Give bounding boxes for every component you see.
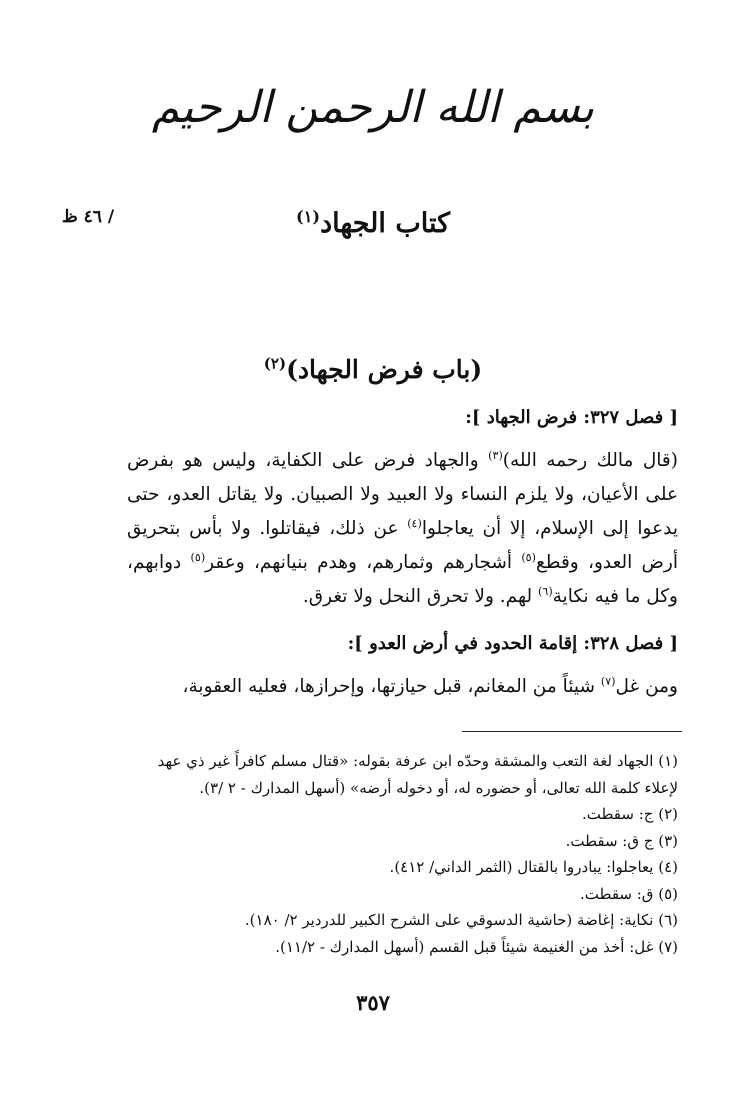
footnote-marker: (٣) bbox=[488, 448, 503, 462]
book-title bbox=[0, 208, 746, 239]
section-heading-328: [ فصل ٣٢٨: إقامة الحدود في أرض العدو ]: bbox=[347, 633, 678, 654]
footnote-7: (٧) غل: أخذ من الغنيمة شيئاً قبل القسم (أسهل المدارك - ١١/٢). bbox=[275, 937, 678, 956]
page-number: ٣٥٧ bbox=[356, 990, 390, 1015]
paragraph-text: والجهاد فرض على الكفاية، وليس هو بفرض على الأعيان، ولا يلزم النساء ولا العبيد ولا الصبيان. ولا يقاتل العدو، حتى يدعوا إلى الإسلام، إلا أن يعاجلوا bbox=[127, 450, 679, 539]
chapter-title bbox=[0, 355, 746, 384]
footnote-3: (٣) ج ق: سقطت. bbox=[565, 831, 678, 850]
paragraph-text: شيئاً من المغانم، قبل حيازتها، وإحرازها، فعليه العقوبة، bbox=[182, 676, 601, 697]
book-title-text: كتاب الجهاد bbox=[320, 208, 450, 239]
footnote-marker: (٢) bbox=[263, 354, 287, 373]
footnote-1: (١) الجهاد لغة التعب والمشقة وحدّه ابن عرفة بقوله: «قتال مسلم كافراً غير ذي عهد bbox=[157, 752, 678, 770]
paragraph-text: عن ذلك، فيقاتلوا. ولا بأس بتحريق أرض العدو، وقطع bbox=[127, 518, 678, 573]
footnote-marker: (٥) bbox=[521, 550, 536, 564]
footnote-marker: (٦) bbox=[538, 584, 553, 598]
footnote-divider bbox=[462, 731, 682, 732]
footnotes-list bbox=[68, 748, 678, 960]
footnote-2: (٢) ج: سقطت. bbox=[581, 805, 678, 823]
chapter-title-text: (باب فرض الجهاد) bbox=[286, 355, 483, 384]
paragraph-text: لهم. ولا تحرق النحل ولا تغرق. bbox=[302, 586, 539, 607]
basmala-calligraphy bbox=[0, 82, 746, 133]
basmala-text: بسم الله الرحمن الرحيم bbox=[151, 82, 595, 133]
paragraph-text: (قال مالك رحمه الله) bbox=[502, 450, 678, 471]
paragraph-text: أشجارهم وثمارهم، وهدم بنيانهم، وعقر bbox=[205, 552, 522, 573]
paragraph-text: ومن غل bbox=[615, 676, 678, 697]
section-heading-327: [ فصل ٣٢٧: فرض الجهاد ]: bbox=[465, 407, 678, 428]
section-paragraph-327 bbox=[127, 444, 678, 614]
footnote-marker: (٤) bbox=[407, 516, 422, 530]
footnote-marker: (٥) bbox=[190, 550, 206, 564]
folio-reference: / ٤٦ ظ bbox=[62, 207, 115, 227]
paragraph-text: دوابهم، وكل ما فيه نكاية bbox=[127, 552, 678, 607]
footnote-4: (٤) يعاجلوا: يبادروا بالقتال (الثمر الداني/ ٤١٢). bbox=[389, 858, 678, 876]
footnote-marker: (٧) bbox=[600, 674, 616, 688]
section-paragraph-328 bbox=[127, 670, 678, 704]
footnote-1-continuation: لإعلاء كلمة الله تعالى، أو حضوره له، أو دخوله أرضه» (أسهل المدارك - ٢ /٣). bbox=[199, 778, 678, 797]
footnote-5: (٥) ق: سقطت. bbox=[580, 884, 678, 903]
footnote-marker: (١) bbox=[296, 207, 321, 226]
footnote-6: (٦) نكاية: إغاضة (حاشية الدسوقي على الشرح الكبير للدردير ٢/ ١٨٠). bbox=[244, 911, 678, 929]
